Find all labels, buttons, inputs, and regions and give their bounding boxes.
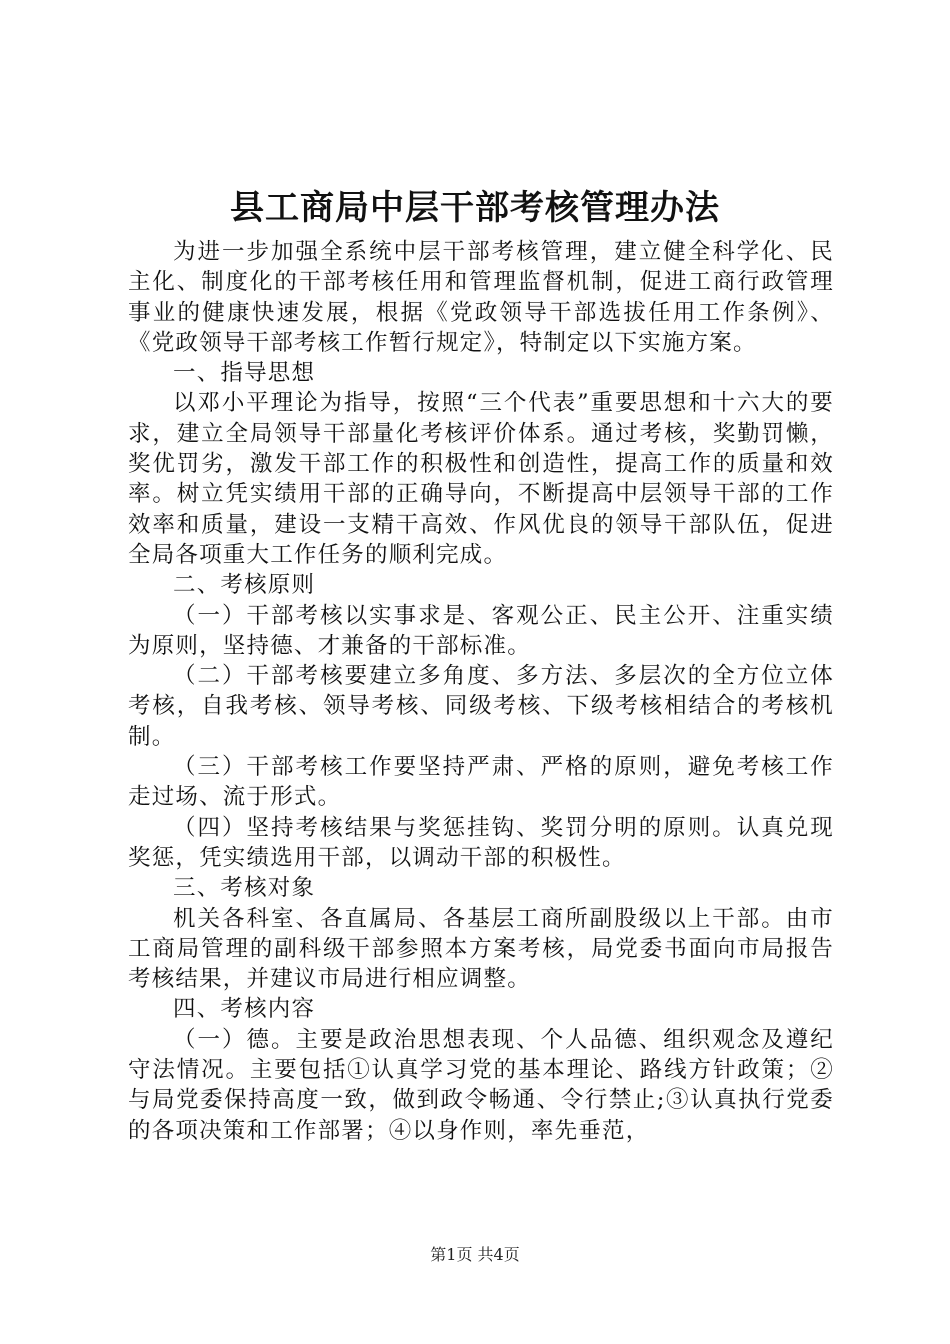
principle-item-4: （四）坚持考核结果与奖惩挂钩、奖罚分明的原则。认真兑现奖惩，凭实绩选用干部，以调动干部的积极性。 <box>128 814 834 871</box>
section-heading-content: 四、考核内容 <box>173 996 316 1023</box>
guiding-ideology-paragraph: 以邓小平理论为指导，按照“三个代表”重要思想和十六大的要求，建立全局领导干部量化考核评价体系。通过考核，奖勤罚懒，奖优罚劣，激发干部工作的积极性和创造性，提高工作的质量和效率。树立凭实绩用干部的正确导向，不断提高中层领导干部的工作效率和质量，建设一支精干高效、作风优良的领导干部队伍，促进全局各项重大工作任务的顺利完成。 <box>128 390 834 568</box>
section-heading-targets: 三、考核对象 <box>173 875 316 902</box>
principle-item-2: （二）干部考核要建立多角度、多方法、多层次的全方位立体考核，自我考核、领导考核、同级考核、下级考核相结合的考核机制。 <box>128 663 834 750</box>
section-heading-principles: 二、考核原则 <box>173 572 316 599</box>
principle-item-3: （三）干部考核工作要坚持严肃、严格的原则，避免考核工作走过场、流于形式。 <box>128 754 834 811</box>
document-body <box>128 237 834 1146</box>
document-title: 县工商局中层干部考核管理办法 <box>230 188 720 228</box>
principle-item-1: （一）干部考核以实事求是、客观公正、民主公开、注重实绩为原则，坚持德、才兼备的干部标准。 <box>128 602 834 659</box>
section-heading-guiding-ideology: 一、指导思想 <box>173 360 316 387</box>
targets-paragraph: 机关各科室、各直属局、各基层工商所副股级以上干部。由市工商局管理的副科级干部参照本方案考核，局党委书面向市局报告考核结果，并建议市局进行相应调整。 <box>128 905 834 993</box>
intro-paragraph: 为进一步加强全系统中层干部考核管理，建立健全科学化、民主化、制度化的干部考核任用和管理监督机制，促进工商行政管理事业的健康快速发展，根据《党政领导干部选拔任用工作条例》、《党政领导干部考核工作暂行规定》，特制定以下实施方案。 <box>128 239 834 356</box>
page-number-footer: 第1页 共4页 <box>430 1245 520 1264</box>
content-item-morality: （一）德。主要是政治思想表现、个人品德、组织观念及遵纪守法情况。主要包括①认真学习党的基本理论、路线方针政策；②与局党委保持高度一致，做到政令畅通、令行禁止;③认真执行党委的各项决策和工作部署；④以身作则，率先垂范， <box>128 1026 834 1144</box>
